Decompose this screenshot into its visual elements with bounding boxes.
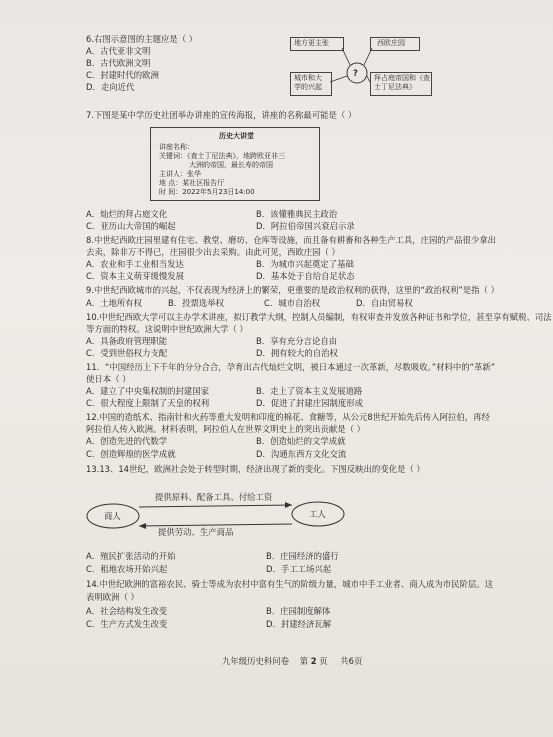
footer [222,656,362,667]
q6-option-c: C．封建时代的欧洲 [86,70,159,80]
footer-page-prefix: 第 [299,656,309,666]
q8-option-d: D．基本处于自给自足状态 [256,271,355,281]
q14-option-d: D．封建经济瓦解 [266,619,332,629]
q14-option-b: B．庄园制度解体 [266,606,331,616]
footer-page-suffix: 页 [319,656,328,666]
q10-option-a: A．具备政府管理职能 [86,336,168,346]
q10-option-b: B．享有充分言论自由 [256,336,338,346]
q8-option-b: B．为城市兴起奠定了基础 [256,259,354,269]
q10-option-c: C．受到世俗权力支配 [86,348,168,358]
q8-line-2: 去卖，除非万不得已，庄园很少出去采购。由此可见，西欧庄园（ ） [86,247,340,257]
q6-option-d: D．走向近代 [86,82,135,92]
q8-line-1: 8.中世纪西欧庄园里建有住宅、教堂、磨坊、仓库等设施，而且备有耕畜和各种生产工具，庄园的产品很少拿出 [86,235,496,245]
q6-box-bottom-right: 拜占庭帝国和《查士丁尼法典》 [370,72,432,96]
q13-worker-label: 工人 [309,509,326,519]
q6-option-b: B．古代欧洲文明 [86,58,151,68]
q13-option-b: B．庄园经济的盛行 [266,551,339,561]
q9-option-b: B．投票选举权 [168,298,224,308]
footer-total-pages: 共6页 [340,656,363,666]
q10-option-d: D．拥有较大的自治权 [256,348,338,358]
q7-option-a: A．灿烂的拜占庭文化 [86,209,168,219]
q7-option-c: C．亚历山大帝国的崛起 [86,221,176,231]
q12-option-b: B．创造灿烂的文学成就 [256,436,346,446]
q11-option-a: A．建立了中央集权制的封建国家 [86,386,209,396]
q9-option-a: A．土地所有权 [86,298,142,308]
q12-option-a: A．创造先进的代数学 [86,436,168,446]
q8-option-a: A．农业和手工业相当发达 [86,259,184,269]
q9-option-c: C．城市自治权 [264,298,321,308]
q7-stem: 7.下图是某中学历史社团举办讲座的宣传海报，讲座的名称最可能是（ ） [86,110,357,120]
q8-option-c: C．资本主义萌芽缓慢发展 [86,271,184,281]
q7-option-b: B．该懂雅典民主政治 [256,209,338,219]
q14-option-c: C．生产方式发生改变 [86,619,168,629]
q13-option-d: D．手工工场兴起 [266,564,332,574]
q14-line-2: 表明欧洲（ ） [86,592,139,602]
q14-option-a: A．社会结构发生改变 [86,606,168,616]
q13-merchant-label: 商人 [104,511,121,521]
q11-option-c: C．很大程度上限制了天皇的权利 [86,398,210,408]
q9-option-d: D．自由贸易权 [356,298,413,308]
q11-option-b: B．走上了资本主义发展道路 [256,386,363,396]
q13-bottom-arrow-label: 提供劳动、生产商品 [158,527,234,537]
q11-option-d: D．促进了封建庄园制度形成 [256,398,363,408]
q12-option-c: C．创造辉煌的医学成就 [86,449,176,459]
q6-box-top-left: 地方更主张 [290,37,344,51]
q14-line-1: 14.中世纪欧洲的富裕农民、骑士等成为农村中富有生气的阶级力量，城市中手工业者、商人成为市民阶层。这 [86,579,493,589]
q13-option-c: C．租地农场开始兴起 [86,564,168,574]
q12-option-d: D．沟通东西方文化交流 [256,449,347,459]
q7-poster: 历史大讲堂 讲座名称： 关键词：《查士丁尼法典》，地跨欧亚非三 大洲的帝国，最长寿的帝国 主讲人：张华 地 点：某社区报告厅 时 间：2022年5月23日14:00 [150,127,320,201]
footer-course: 九年级历史科问卷 [222,656,289,666]
q12-line-2: 阿拉伯人传入欧洲。材料表明，阿拉伯人在世界文明史上的突出贡献是（ ） [86,424,366,434]
q13-option-a: A．殖民扩张活动的开始 [86,551,176,561]
q6-box-bottom-left: 城市和大学的兴起 [290,72,332,96]
q6-stem: 6.右图示意图的主题应是（ ） [86,34,198,44]
q7-poster-title: 历史大讲堂 [219,132,254,140]
q10-line-2: 等方面的特权。这说明中世纪欧洲大学（ ） [86,324,248,334]
q6-center-mark: ? [353,68,358,78]
q6-box-top-right: 西欧庄园 [370,37,420,51]
q7-option-d: D．阿拉伯帝国兴衰启示录 [256,221,355,231]
q9-stem: 9.中世纪西欧城市的兴起，不仅表现为经济上的繁荣，更重要的是政治权利的获得，这里的“政治权利”是指（ ） [86,285,499,295]
q13-top-arrow-label: 提供原料、配备工具、付给工资 [155,492,273,502]
q6-option-a: A．古代亚非文明 [86,46,151,56]
q11-line-1: 11．“中国经历上下千年的分分合合，孕育出古代灿烂文明，被日本通过一次革新，尽数吸收。”材料中的“革新” [86,362,496,372]
q11-line-2: 使日本（ ） [86,374,131,384]
q12-line-1: 12.中国的造纸术、指南针和火药等重大发明和印度的棉花、食糖等，从公元8世纪开始先后传入阿拉伯，再经 [86,412,490,422]
q13-stem: 13.13、14世纪，欧洲社会处于转型时期，经济出现了新的变化。下图反映出的变化是（ ） [86,464,425,474]
footer-page-number: 2 [310,656,317,666]
q10-line-1: 10.中世纪西欧大学可以主办学术讲座，拟订教学大纲，控制人员编制，有权审查并发放各种证书和学位，甚至享有赋税、司法 [86,312,552,322]
